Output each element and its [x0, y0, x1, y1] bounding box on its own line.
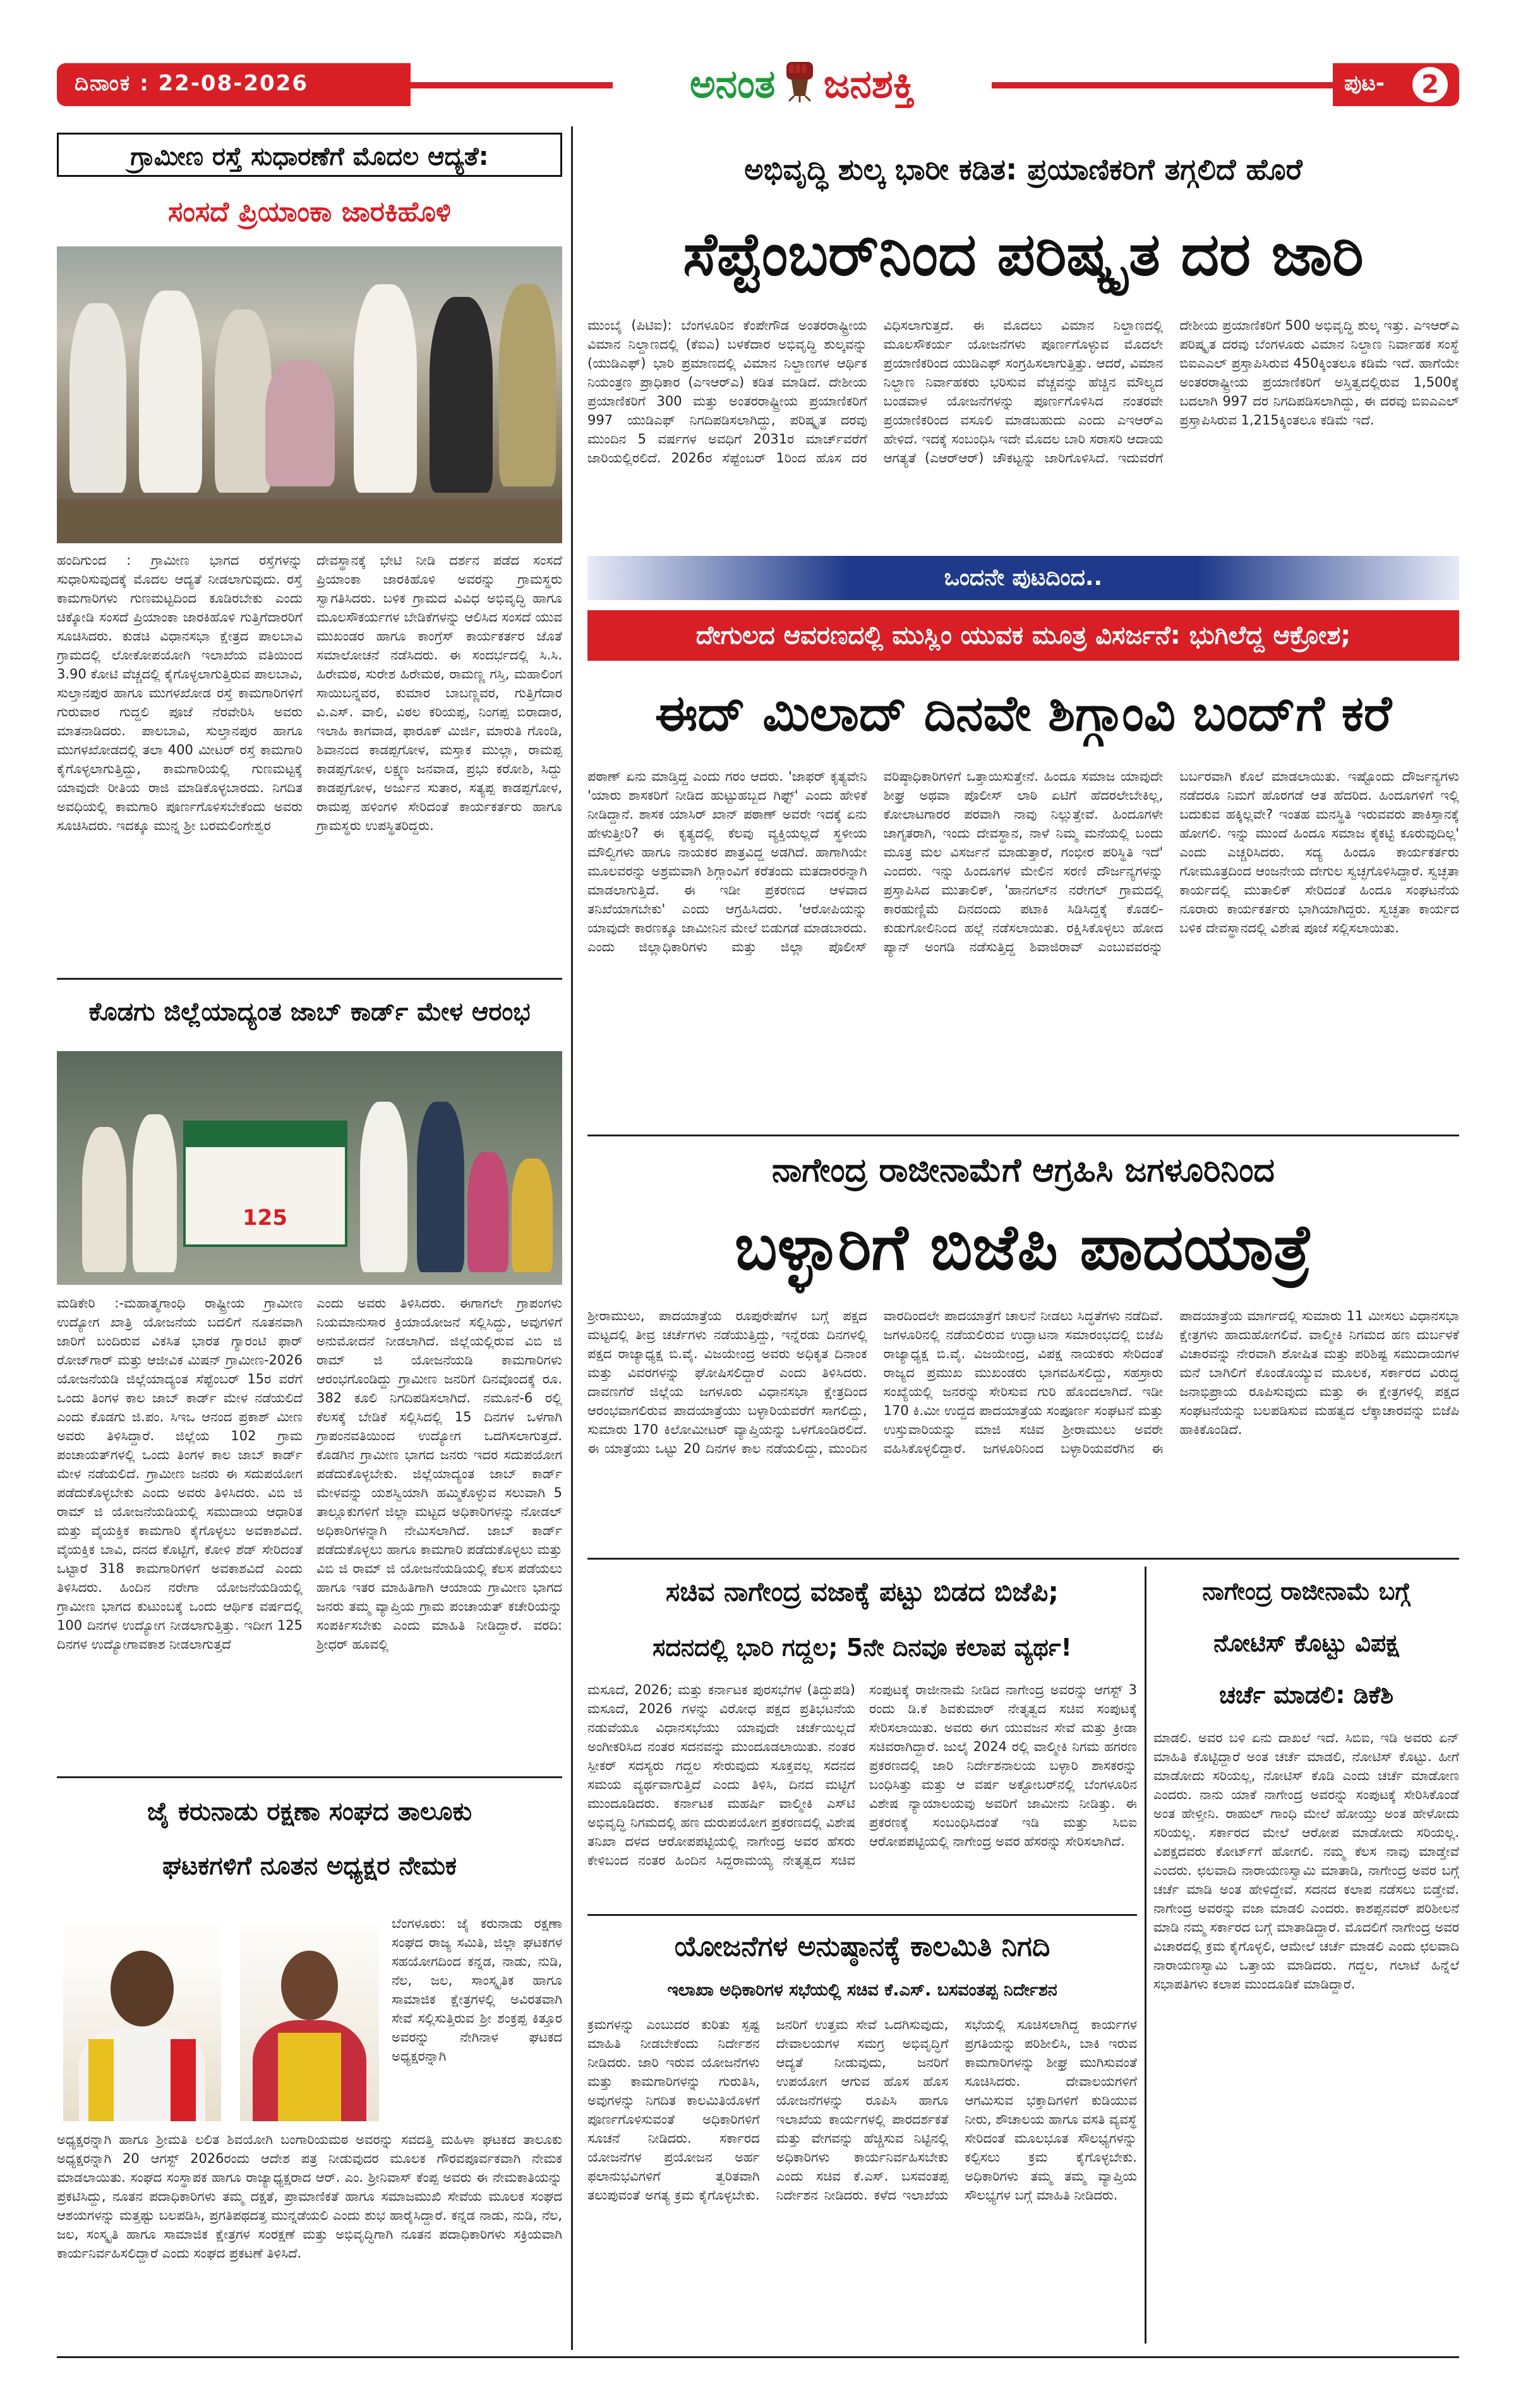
body-paragraph: ಮುಂಬೈ (ಪಿಟಿಐ): ಬೆಂಗಳೂರಿನ ಕೆಂಪೇಗೌಡ ಅಂತರರಾಷ್ಟ್ರೀಯ ವಿಮಾನ ನಿಲ್ದಾಣದಲ್ಲಿ (ಕೆಐಎ) ಬಳಕೆದಾರ ಅಭಿವೃದ್ಧಿ ಶುಲ್ಕವನ್ನು (ಯುಡಿಎಫ್) ಭಾರಿ ಪ್ರಮಾಣದಲ್ಲಿ ವಿಮಾನ ನಿಲ್ದಾಣಗಳ ಆರ್ಥಿಕ ನಿಯಂತ್ರಣ ಪ್ರಾಧಿಕಾರ (ಎಇಆರ್‌ಎ) ಕಡಿತ ಮಾಡಿದೆ. ದೇಶೀಯ ಪ್ರಯಾಣಿಕರಿಗೆ 300 ಮತ್ತು ಅಂತರರಾಷ್ಟ್ರೀಯ ಪ್ರಯಾಣಿಕರಿಗೆ 997 ಯುಡಿಎಫ್ ನಿಗದಿಪಡಿಸಲಾಗಿದ್ದು, ಪರಿಷ್ಕೃತ ದರವು ಮುಂದಿನ 5 ವರ್ಷಗಳ ಅವಧಿಗೆ 2031ರ ಮಾರ್ಚ್‌ವರೆಗೆ ಜಾರಿಯಲ್ಲಿರಲಿದೆ. 2026ರ ಸೆಪ್ಟೆಂಬರ್ 1ರಿಂದ ಹೊಸ ದರ ವಿಧಿಸಲಾಗುತ್ತದೆ. ಈ ಮೊದಲು ವಿಮಾನ ನಿಲ್ದಾಣದಲ್ಲಿ ಮೂಲಸೌಕರ್ಯ ಯೋಜನೆಗಳು ಪೂರ್ಣಗೊಳ್ಳುವ ಮೊದಲೇ ಪ್ರಯಾಣಿಕರಿಂದ ಯುಡಿಎಫ್ ಸಂಗ್ರಹಿಸಲಾಗುತ್ತಿತ್ತು. ಆದರೆ, ವಿಮಾನ ನಿಲ್ದಾಣ ನಿರ್ವಾಹಕರು ಭರಿಸುವ ವೆಚ್ಚವನ್ನು ಹೆಚ್ಚಿನ ಮೌಲ್ಯದ ಬಂಡವಾಳ ಯೋಜನೆಗಳನ್ನು ಪೂರ್ಣಗೊಳಿಸಿದ ನಂತರವೇ ಪ್ರಯಾಣಿಕರಿಂದ ವಸೂಲಿ ಮಾಡಬಹುದು ಎಂದು ಎಇಆರ್‌ಎ ಹೇಳಿದೆ. ಇದಕ್ಕೆ ಸಂಬಂಧಿಸಿ ಇದೇ ಮೊದಲ ಬಾರಿ ಸರಾಸರಿ ಆದಾಯ ಆಗತ್ಯತೆ (ಎಆರ್‌ಆರ್) ಚೌಕಟ್ಟನ್ನು ಜಾರಿಗೊಳಿಸಿದೆ. ಇದುವರೆಗೆ ದೇಶೀಯ ಪ್ರಯಾಣಿಕರಿಗೆ 500 ಅಭಿವೃದ್ಧಿ ಶುಲ್ಕ ಇತ್ತು. ಎಇಆರ್‌ಎ ಪರಿಷ್ಕೃತ ದರವು ಬೆಂಗಳೂರು ವಿಮಾನ ನಿಲ್ದಾಣ ನಿರ್ವಾಹಕ ಸಂಸ್ಥೆ ಬಿಐಎಎಲ್ ಪ್ರಸ್ತಾಪಿಸಿರುವ 450ಕ್ಕಿಂತಲೂ ಕಡಿಮೆ ಇದೆ. ಹಾಗೆಯೇ ಅಂತರರಾಷ್ಟ್ರೀಯ ಪ್ರಯಾಣಿಕರಿಗೆ ಅಸ್ತಿತ್ವದಲ್ಲಿರುವ 1,500ಕ್ಕೆ ಬದಲಾಗಿ 997 ದರ ನಿಗದಿಪಡಿಸಲಾಗಿದ್ದು, ಈ ದರವು ಬಿಐಎಎಲ್ ಪ್ರಸ್ತಾಪಿಸಿರುವ 1,215ಕ್ಕಿಂತಲೂ ಕಡಿಮೆ ಇದೆ.	[587, 318, 1459, 466]
portrait-head	[111, 1951, 174, 2026]
left-story1-headline: ಸಂಸದೆ ಪ್ರಿಯಾಂಕಾ ಜಾರಕಿಹೊಳಿ	[168, 196, 451, 228]
left-story2-body	[57, 1294, 562, 1767]
left-story3-headline-line2: ಘಟಕಗಳಿಗೆ ನೂತನ ಅಧ್ಯಕ್ಷರ ನೇಮಕ	[162, 1851, 457, 1881]
body-paragraph: ಪಠಾಣ್ ಏನು ಮಾಡ್ತಿದ್ದ ಎಂದು ಗರಂ ಆದರು. 'ಜಾಫರ್ ಕೃತ್ಯವೇನಿ 'ಯಾರು ಶಾಸಕರಿಗೆ ನೀಡಿದ ಹುಟ್ಟುಹಬ್ಬದ ಗಿಫ್ಟ್' ಎಂದು ಹೇಳಿಕೆ ನೀಡಿದ್ದಾನೆ. ಶಾಸಕ ಯಾಸಿರ್ ಖಾನ್ ಪಠಾಣ್ ಅವರೇ ಇದಕ್ಕೆ ಏನು ಹೇಳುತ್ತೀರಿ? ಈ ಕೃತ್ಯದಲ್ಲಿ ಕೆಲವು ವ್ಯಕ್ತಿಯಲ್ಲದೆ ಸ್ಥಳೀಯ ಮೌಲ್ವಿಗಳು ಹಾಗೂ ನಾಯಕರ ಪಾತ್ರವಿದ್ದ ಅಡಗಿದೆ. ಹಾಗಾಗಿಯೇ ಮೂಲವರನ್ನು ಅಶ್ರಮವಾಗಿ ಶಿಗ್ಗಾಂವಿಗೆ ಕರೆತಂದು ಮತದಾರರನ್ನಾಗಿ ಮಾಡಲಾಗುತ್ತಿದೆ. ಈ ಇಡೀ ಪ್ರಕರಣದ ಆಳವಾದ ತನಿಖೆಯಾಗಬೇಕು' ಎಂದು ಆಗ್ರಹಿಸಿದರು. 'ಆರೋಪಿಯನ್ನು ಯಾವುದೇ ಕಾರಣಕ್ಕೂ ಜಾಮೀನಿನ ಮೇಲೆ ಬಿಡುಗಡೆ ಮಾಡಬಾರದು. ಎಂದು ಜಿಲ್ಲಾಧಿಕಾರಿಗಳು ಮತ್ತು ಜಿಲ್ಲಾ ಪೊಲೀಸ್ ವರಿಷ್ಠಾಧಿಕಾರಿಗಳಿಗೆ ಒತ್ತಾಯಿಸುತ್ತೇನೆ. ಹಿಂದೂ ಸಮಾಜ ಯಾವುದೇ ಶೀಘ್ರ ಅಥವಾ ಪೊಲೀಸ್ ಲಾಠಿ ಏಟಿಗೆ ಹೆದರಲೇಬೇಕಿಲ್ಲ, ಕೋಲಾಟಗಾರರ ಪರವಾಗಿ ನಾವು ನಿಲ್ಲುತ್ತೇವೆ. ಹಿಂದೂಗಳೇ ಜಾಗೃತರಾಗಿ, ಇಂದು ದೇವಸ್ಥಾನ, ನಾಳೆ ನಿಮ್ಮ ಮನೆಯಲ್ಲಿ ಬಂದು ಮೂತ್ರ ಮಲ ವಿಸರ್ಜನೆ ಮಾಡುತ್ತಾರೆ, ಗಂಭೀರ ಪರಿಸ್ಥಿತಿ ಇದೆ' ಎಂದರು. ಇನ್ನು ಹಿಂದೂಗಳ ಮೇಲಿನ ಸರಣಿ ದೌರ್ಜನ್ಯಗಳನ್ನು ಪ್ರಸ್ತಾಪಿಸಿದ ಮುತಾಲಿಕ್, 'ಹಾನಗಲ್‌ನ ನರೇಗಲ್ ಗ್ರಾಮದಲ್ಲಿ ಕಾರಹುಣ್ಣಿಮೆ ದಿನದಂದು ಪಟಾಕಿ ಸಿಡಿಸಿದ್ದಕ್ಕೆ ಕೊಡಲಿ-ಕುಡುಗೋಲಿನಿಂದ ಹಲ್ಲೆ ನಡೆಸಲಾಯಿತು. ರಕ್ಷಿಸಿಕೊಳ್ಳಲು ಹೋದ ಪ್ಯಾನ್ ಅಂಗಡಿ ನಡೆಸುತ್ತಿದ್ದ ಶಿವಾಜಿರಾವ್ ಎಂಬುವವರನ್ನು ಬರ್ಬರವಾಗಿ ಕೊಲೆ ಮಾಡಲಾಯಿತು. ಇಷ್ಟೊಂದು ದೌರ್ಜನ್ಯಗಳು ನಡೆದರೂ ನಿಮಗೆ ಹೊರಗಡೆ ಆತ ಹೆದರಿದ. ಹಿಂದೂಗಳಿಗೆ ಇಲ್ಲಿ ಬದುಕುವ ಹಕ್ಕಿಲ್ಲವೇ? ಇಂತಹ ಮನಸ್ಥಿತಿ ಇರುವವರು ಪಾಕಿಸ್ತಾನಕ್ಕೆ ಹೋಗಲಿ. ಇನ್ನು ಮುಂದೆ ಹಿಂದೂ ಸಮಾಜ ಕೈಕಟ್ಟಿ ಕೂರುವುದಿಲ್ಲ' ಎಂದು ಎಚ್ಚರಿಸಿದರು. ಸದ್ಯ ಹಿಂದೂ ಕಾರ್ಯಕರ್ತರು ಗೋಮೂತ್ರದಿಂದ ಆಂಜನೇಯ ದೇಗುಲ ಸ್ವಚ್ಛಗೊಳಿಸಿದ್ದಾರೆ. ಸ್ವಚ್ಛತಾ ಕಾರ್ಯದಲ್ಲಿ ಮುತಾಲಿಕ್ ಸೇರಿದಂತೆ ಹಿಂದೂ ಸಂಘಟನೆಯ ನೂರಾರು ಕಾರ್ಯಕರ್ತರು ಭಾಗಿಯಾಗಿದ್ದರು. ಸ್ವಚ್ಛತಾ ಕಾರ್ಯದ ಬಳಿಕ ದೇವಸ್ಥಾನದಲ್ಲಿ ವಿಶೇಷ ಪೂಜೆ ಸಲ್ಲಿಸಲಾಯಿತು.	[587, 769, 1459, 954]
left-story2-headline: ಕೊಡಗು ಜಿಲ್ಲೆಯಾದ್ಯಂತ ಜಾಬ್ ಕಾರ್ಡ್ ಮೇಳ ಆರಂಭ	[88, 997, 531, 1026]
story-divider	[57, 1776, 562, 1778]
right-story3-body	[587, 1306, 1459, 1553]
photo-person	[499, 284, 556, 486]
left-story1-photo	[57, 246, 562, 543]
story-divider	[587, 1914, 1137, 1916]
body-paragraph: ದೇವಸ್ಥಾನಕ್ಕೆ ಭೇಟಿ ನೀಡಿ ದರ್ಶನ ಪಡೆದ ಸಂಸದೆ ಪ್ರಿಯಾಂಕಾ ಜಾರಕಿಹೊಳಿ ಅವರನ್ನು ಗ್ರಾಮಸ್ಥರು ಸ್ವಾಗತಿಸಿದರು. ಬಳಿಕ ಗ್ರಾಮದ ವಿವಿಧ ಅಭಿವೃದ್ಧಿ ಹಾಗೂ ಮೂಲಸೌಕರ್ಯಗಳ ಬೇಡಿಕೆಗಳನ್ನು ಆಲಿಸಿದ ಸಂಸದೆ ಯುವ ಮುಖಂಡರ ಹಾಗೂ ಕಾಂಗ್ರೆಸ್ ಕಾರ್ಯಕರ್ತರ ಜೊತೆ ಸಮಾಲೋಚನೆ ನಡೆಸಿದರು. ಈ ಸಂದರ್ಭದಲ್ಲಿ ಸಿ.ಸಿ. ಹಿರೇಮಠ, ಸುರೇಶ ಹಿರೇಮಠ, ರಾಮಣ್ಣ ಗಸ್ತಿ, ಮಹಾಲಿಂಗ ಸಾಯಿಬನ್ನವರ, ಕುಮಾರ ಬಾಬಣ್ಣವರ, ಗುತ್ತಿಗೆದಾರ ವಿ.ಎಸ್. ವಾಲಿ, ವಿಠಲ ಕರಿಯಪ್ಪ, ನಿಂಗಪ್ಪ ಬಿರಾದಾರ, ಇಲಾಹಿ ಕಾಗವಾಡ, ಫಾರೂಕ್ ಮಿರ್ಜಿ, ಮಾರುತಿ ಗೊಂಡಿ, ಶಿವಾನಂದ ಕಾಡಪ್ಪಗೋಳ, ಮಸ್ತಾಕ ಮುಲ್ಲಾ, ರಾಮಪ್ಪ ಕಾಡಪ್ಪಗೋಳ, ಲಕ್ಷ್ಮಣ ಜನವಾಡ, ಪ್ರಭು ಕರೋಶಿ, ಸಿದ್ದು ಕಾಡಪ್ಪಗೋಳ, ಅರ್ಜುನ ಸುತಾರ, ಸತ್ಯಪ್ಪ ಕಾಡಪ್ಪಗೋಳ, ರಾಮಪ್ಪ ಹಳಿಂಗಳಿ ಸೇರಿದಂತೆ ಕಾರ್ಯಕರ್ತರು ಹಾಗೂ ಗ್ರಾಮಸ್ಥರು ಉಪಸ್ಥಿತರಿದ್ದರು.	[316, 553, 562, 833]
page-number: 2	[1421, 70, 1439, 99]
body-paragraph: ಮಸೂದೆ, 2026; ಮತ್ತು ಕರ್ನಾಟಕ ಪುರಸಭೆಗಳ (ತಿದ್ದುಪಡಿ) ಮಸೂದೆ, 2026 ಗಳನ್ನು ವಿರೋಧ ಪಕ್ಷದ ಪ್ರತಿಭಟನೆಯ ನಡುವೆಯೂ ವಿಧಾನಸಭೆಯು ಯಾವುದೇ ಚರ್ಚೆಯಿಲ್ಲದೆ ಅಂಗೀಕರಿಸಿದ ನಂತರ ಸದನವನ್ನು ಮುಂದೂಡಲಾಯಿತು. ನಂತರ ಸ್ಪೀಕರ್ ಸದಸ್ಯರು ಗದ್ದಲ ಸೇರುವುದು ಸೂಕ್ತವಲ್ಲ ಸದನದ ಸಮಯ ವ್ಯರ್ಥವಾಗುತ್ತಿದೆ ಎಂದು ತಿಳಿಸಿ, ದಿನದ ಮಟ್ಟಿಗೆ ಮುಂದೂಡಿದರು. ಕರ್ನಾಟಕ ಮಹರ್ಷಿ ವಾಲ್ಮೀಕಿ ಎಸ್‌ಟಿ ಅಭಿವೃದ್ಧಿ ನಿಗಮದಲ್ಲಿ ಹಣ ದುರುಪಯೋಗ ಪ್ರಕರಣದಲ್ಲಿ ವಿಶೇಷ ತನಿಖಾ ದಳದ ಆರೋಪಪಟ್ಟಿಯಲ್ಲಿ ನಾಗೇಂದ್ರ ಅವರ ಹೆಸರು ಕೇಳಿಬಂದ ನಂತರ ಹಿಂದಿನ ಸಿದ್ದರಾಮಯ್ಯ ನೇತೃತ್ವದ ಸಚಿವ ಸಂಪುಟಕ್ಕೆ ರಾಜೀನಾಮೆ ನೀಡಿದ ನಾಗೇಂದ್ರ ಅವರನ್ನು ಆಗಸ್ಟ್ 3 ರಂದು ಡಿ.ಕೆ ಶಿವಕುಮಾರ್ ನೇತೃತ್ವದ ಸಚಿವ ಸಂಪುಟಕ್ಕೆ ಸೇರಿಸಲಾಯಿತು. ಅವರು ಈಗ ಯುವಜನ ಸೇವೆ ಮತ್ತು ಕ್ರೀಡಾ ಸಚಿವರಾಗಿದ್ದಾರೆ. ಜುಲೈ 2024 ರಲ್ಲಿ ವಾಲ್ಮೀಕಿ ನಿಗಮ ಹಗರಣ ಪ್ರಕರಣದಲ್ಲಿ ಜಾರಿ ನಿರ್ದೇಶನಾಲಯ ಬಳ್ಳಾರಿ ಶಾಸಕರನ್ನು ಬಂಧಿಸಿತ್ತು ಮತ್ತು ಆ ವರ್ಷ ಅಕ್ಟೋಬರ್‌ನಲ್ಲಿ ಬೆಂಗಳೂರಿನ ವಿಶೇಷ ನ್ಯಾಯಾಲಯವು ಅವರಿಗೆ ಜಾಮೀನು ನೀಡಿತ್ತು. ಈ ಪ್ರಕರಣಕ್ಕೆ ಸಂಬಂಧಿಸಿದಂತೆ ಇಡಿ ಮತ್ತು ಸಿಬಿಐ ಆರೋಪಪಟ್ಟಿಯಲ್ಲಿ ನಾಗೇಂದ್ರ ಅವರ ಹೆಸರನ್ನು ಸೇರಿಸಲಾಗಿದೆ.	[587, 1682, 1137, 1868]
portrait-shawl	[278, 2033, 341, 2121]
continued-label: ಒಂದನೇ ಪುಟದಿಂದ..	[944, 565, 1103, 591]
body-paragraph: ಹಂದಿಗುಂದ : ಗ್ರಾಮೀಣ ಭಾಗದ ರಸ್ತೆಗಳನ್ನು ಸುಧಾರಿಸುವುದಕ್ಕೆ ಮೊದಲ ಆದ್ಯತೆ ನೀಡಲಾಗುವುದು. ರಸ್ತೆ ಕಾಮಗಾರಿಗಳು ಗುಣಮಟ್ಟದಿಂದ ಕೂಡಿರಬೇಕು ಎಂದು ಚಿಕ್ಕೋಡಿ ಸಂಸದೆ ಪ್ರಿಯಾಂಕಾ ಜಾರಕಿಹೊಳಿ ಗುತ್ತಿಗೆದಾರರಿಗೆ ಸೂಚಿಸಿದರು. ಕುಡಚಿ ವಿಧಾನಸಭಾ ಕ್ಷೇತ್ರದ ಪಾಲಬಾವಿ ಗ್ರಾಮದಲ್ಲಿ ಲೋಕೋಪಯೋಗಿ ಇಲಾಖೆಯ ವತಿಯಿಂದ 3.90 ಕೋಟಿ ವೆಚ್ಚದಲ್ಲಿ ಕೈಗೊಳ್ಳಲಾಗುತ್ತಿರುವ ಪಾಲಬಾವಿ, ಸುಲ್ತಾನಪುರ ಹಾಗೂ ಮುಗಳಖೋಡ ರಸ್ತೆ ಕಾಮಗಾರಿಗಳಿಗೆ ಗುರುವಾರ ಗುದ್ದಲಿ ಪೂಜೆ ನೆರವೇರಿಸಿ ಅವರು ಮಾತನಾಡಿದರು. ಪಾಲಬಾವಿ, ಸುಲ್ತಾನಪುರ ಹಾಗೂ ಮುಗಳಖೋಡದಲ್ಲಿ ತಲಾ 400 ಮೀಟರ್ ರಸ್ತೆ ಕಾಮಗಾರಿ ಕೈಗೊಳ್ಳಲಾಗುತ್ತಿದ್ದು, ಕಾಮಗಾರಿಯಲ್ಲಿ ಗುಣಮಟ್ಟಕ್ಕೆ ಯಾವುದೇ ರೀತಿಯ ರಾಜಿ ಮಾಡಿಕೊಳ್ಳಬಾರದು. ನಿಗದಿತ ಅವಧಿಯಲ್ಲಿ ಕಾಮಗಾರಿ ಪೂರ್ಣಗೊಳಿಸಬೇಕೆಂದು ಅವರು ಸೂಚಿಸಿದರು. ಇದಕ್ಕೂ ಮುನ್ನ ಶ್ರೀ ಬರಮಲಿಂಗೇಶ್ವರ	[57, 553, 303, 833]
job-card-banner	[183, 1121, 347, 1247]
date-text: ದಿನಾಂಕ : 22-08-2026	[75, 71, 308, 96]
story-divider	[587, 1135, 1459, 1136]
photo-person	[354, 284, 417, 493]
date-banner	[57, 63, 411, 106]
right-story6-headline: ಯೋಜನೆಗಳ ಅನುಷ್ಠಾನಕ್ಕೆ ಕಾಲಮಿತಿ ನಿಗದಿ	[674, 1930, 1050, 1963]
body-paragraph: ಮಡಿಕೇರಿ :-ಮಹಾತ್ಮಗಾಂಧಿ ರಾಷ್ಟ್ರೀಯ ಗ್ರಾಮೀಣ ಉದ್ಯೋಗ ಖಾತ್ರಿ ಯೋಜನೆಯ ಬದಲಿಗೆ ನೂತನವಾಗಿ ಜಾರಿಗೆ ಬಂದಿರುವ ವಿಕಸಿತ ಭಾರತ ಗ್ಯಾರಂಟಿ ಫಾರ್ ರೋಜ್‌ಗಾರ್ ಮತ್ತು ಆಜೀವಿಕ ಮಿಷನ್ ಗ್ರಾಮೀಣ-2026 ಯೋಜನೆಯಡಿ ಜಿಲ್ಲೆಯಾದ್ಯಂತ ಸೆಪ್ಟೆಂಬರ್ 15ರ ವರೆಗೆ ಒಂದು ತಿಂಗಳ ಕಾಲ ಜಾಬ್ ಕಾರ್ಡ್ ಮೇಳ ನಡೆಯಲಿದೆ ಎಂದು ಕೊಡಗು ಜಿ.ಪಂ. ಸಿಇಒ ಆನಂದ ಪ್ರಕಾಶ್ ಮೀಣ ಅವರು ತಿಳಿಸಿದ್ದಾರೆ. ಜಿಲ್ಲೆಯ 102 ಗ್ರಾಮ ಪಂಚಾಯತ್‌ಗಳಲ್ಲಿ ಒಂದು ತಿಂಗಳ ಕಾಲ ಜಾಬ್ ಕಾರ್ಡ್ ಮೇಳ ನಡೆಯಲಿದೆ. ಗ್ರಾಮೀಣ ಜನರು ಈ ಸದುಪಯೋಗ ಪಡೆದುಕೊಳ್ಳಬೇಕು ಎಂದು ಅವರು ತಿಳಿಸಿದರು. ವಿಬಿ ಜಿ ರಾಮ್ ಜಿ ಯೋಜನೆಯಡಿಯಲ್ಲಿ ಸಮುದಾಯ ಆಧಾರಿತ ಮತ್ತು ವೈಯಕ್ತಿಕ ಕಾಮಗಾರಿ ಕೈಗೊಳ್ಳಲು ಅವಕಾಶವಿದೆ. ವೈಯಕ್ತಿಕ ಬಾವಿ, ದನದ ಕೊಟ್ಟಿಗೆ, ಕೋಳಿ ಶೆಡ್ ಸೇರಿದಂತೆ ಒಟ್ಟಾರೆ 318 ಕಾಮಗಾರಿಗಳಿಗೆ ಅವಕಾಶವಿದೆ ಎಂದು ತಿಳಿಸಿದರು. ಹಿಂದಿನ ನರೇಗಾ ಯೋಜನೆಯಡಿಯಲ್ಲಿ ಗ್ರಾಮೀಣ ಭಾಗದ ಕುಟುಂಬಕ್ಕೆ ಒಂದು ಆರ್ಥಿಕ ವರ್ಷದಲ್ಲಿ 100 ದಿನಗಳ ಉದ್ಯೋಗ ನೀಡಲಾಗುತ್ತಿತ್ತು. ಇದೀಗ 125 ದಿನಗಳ ಉದ್ಯೋಗಾವಕಾಶ ನೀಡಲಾಗುತ್ತದೆ	[57, 1296, 303, 1652]
left-story3-portrait-woman	[240, 1925, 379, 2121]
photo-ground	[57, 499, 562, 543]
photo-person	[265, 360, 335, 486]
left-story3-body: ಅಧ್ಯಕ್ಷರನ್ನಾಗಿ ಹಾಗೂ ಶ್ರೀಮತಿ ಲಲಿತ ಶಿವಯೋಗಿ ಬಂಗಾರಿಯಮಠ ಅವರನ್ನು ಸವದತ್ತಿ ಮಹಿಳಾ ಘಟಕದ ತಾಲೂಕು ಅಧ್ಯಕ್ಷರನ್ನಾಗಿ 20 ಆಗಸ್ಟ್ 2026ರಂದು ಆದೇಶ ಪತ್ರ ನೀಡುವುದರ ಮೂಲಕ ಗೌರವಪೂರ್ವಕವಾಗಿ ನೇಮಕ ಮಾಡಲಾಯಿತು. ಸಂಘದ ಸಂಸ್ಥಾಪಕ ಹಾಗೂ ರಾಜ್ಯಾಧ್ಯಕ್ಷರಾದ ಆರ್. ಎಂ. ಶ್ರೀನಿವಾಸ್ ಕೆಂಪ್ಪ ಅವರು ಈ ನೇಮಕಾತಿಯನ್ನು ಪ್ರಕಟಿಸಿದ್ದು, ನೂತನ ಪದಾಧಿಕಾರಿಗಳು ತಮ್ಮ ದಕ್ಷತೆ, ಪ್ರಾಮಾಣಿಕತೆ ಹಾಗೂ ಸಮಾಜಮುಖಿ ಸೇವೆಯ ಮೂಲಕ ಸಂಘದ ಆಶಯಗಳನ್ನು ಮತ್ತಷ್ಟು ಬಲಪಡಿಸಿ, ಪ್ರಗತಿಪಥದತ್ತ ಮುನ್ನಡೆಯಲಿ ಎಂದು ಶುಭ ಹಾರೈಸಿದ್ದಾರೆ. ಕನ್ನಡ ನಾಡು, ನುಡಿ, ನೆಲ, ಜಲ, ಸಂಸ್ಕೃತಿ ಹಾಗೂ ಸಾಮಾಜಿಕ ಕ್ಷೇತ್ರಗಳ ಸಂರಕ್ಷಣೆ ಮತ್ತು ಅಭಿವೃದ್ಧಿಗಾಗಿ ನೂತನ ಪದಾಧಿಕಾರಿಗಳು ಸಕ್ರಿಯವಾಗಿ ಕಾರ್ಯನಿರ್ವಹಿಸಲಿದ್ದಾರೆ ಎಂದು ಸಂಘದ ಪ್ರಕಟಣೆ ತಿಳಿಸಿದೆ.	[57, 2132, 562, 2261]
column-divider	[571, 126, 573, 2350]
right-story4-headline-line1: ಸಚಿವ ನಾಗೇಂದ್ರ ವಜಾಕ್ಕೆ ಪಟ್ಟು ಬಿಡದ ಬಿಜೆಪಿ;	[665, 1576, 1059, 1607]
photo-person	[467, 1152, 508, 1272]
story-divider	[587, 1558, 1459, 1560]
photo-person	[360, 1102, 407, 1272]
photo-person	[139, 291, 202, 493]
photo-person	[430, 297, 493, 493]
banner-number: 125	[243, 1205, 287, 1231]
right-story6-subhead: ಇಲಾಖಾ ಅಧಿಕಾರಿಗಳ ಸಭೆಯಲ್ಲಿ ಸಚಿವ ಕೆ.ಎಸ್. ಬಸವಂತಪ್ಪ ನಿರ್ದೇಶನ	[667, 1980, 1057, 2000]
right-story4-headline-line2: ಸದನದಲ್ಲಿ ಭಾರಿ ಗದ್ದಲ; 5ನೇ ದಿನವೂ ಕಲಾಪ ವ್ಯರ್ಥ!	[653, 1634, 1072, 1661]
right-story1-headline: ಸೆಪ್ಟೆಂಬರ್‌ನಿಂದ ಪರಿಷ್ಕೃತ ದರ ಜಾರಿ	[683, 220, 1364, 289]
right-story2-headline: ಈದ್ ಮಿಲಾದ್ ದಿನವೇ ಶಿಗ್ಗಾಂವಿ ಬಂದ್‌ಗೆ ಕರೆ	[654, 685, 1392, 742]
photo-person	[512, 1159, 553, 1272]
right-story5-headline-line1: ನಾಗೇಂದ್ರ ರಾಜೀನಾಮೆ ಬಗ್ಗೆ	[1202, 1577, 1411, 1605]
right-story1-kicker: ಅಭಿವೃದ್ಧಿ ಶುಲ್ಕ ಭಾರೀ ಕಡಿತ: ಪ್ರಯಾಣಿಕರಿಗೆ ತಗ್ಗಲಿದೆ ಹೊರೆ	[744, 152, 1302, 186]
left-story3-headline-line1: ಜೈ ಕರುನಾಡು ರಕ್ಷಣಾ ಸಂಘದ ತಾಲೂಕು	[147, 1797, 472, 1826]
body-paragraph: ಎಂದು ಅವರು ತಿಳಿಸಿದರು. ಈಗಾಗಲೇ ಗ್ರಾಪಂಗಳು ನಿಯಮಾನುಸಾರ ಕ್ರಿಯಾಯೋಜನೆ ಸಲ್ಲಿಸಿದ್ದು, ಅವುಗಳಿಗೆ ಅನುಮೋದನೆ ನೀಡಲಾಗಿದೆ. ಜಿಲ್ಲೆಯಲ್ಲಿರುವ ವಿಬಿ ಜಿ ರಾಮ್ ಜಿ ಯೋಜನೆಯಡಿ ಕಾಮಗಾರಿಗಳು ಆರಂಭಗೊಂಡಿದ್ದು ಗ್ರಾಮೀಣ ಜನರಿಗೆ ದಿನವೊಂದಕ್ಕೆ ರೂ. 382 ಕೂಲಿ ನಿಗದಿಪಡಿಸಲಾಗಿದೆ. ನಮೂನೆ-6 ರಲ್ಲಿ ಕೆಲಸಕ್ಕೆ ಬೇಡಿಕೆ ಸಲ್ಲಿಸಿದಲ್ಲಿ 15 ದಿನಗಳ ಒಳಗಾಗಿ ಗ್ರಾಪಂನವತಿಯಿಂದ ಉದ್ಯೋಗ ಒದಗಿಸಲಾಗುತ್ತದೆ. ಕೊಡಗಿನ ಗ್ರಾಮೀಣ ಭಾಗದ ಜನರು ಇದರ ಸದುಪಯೋಗ ಪಡೆದುಕೊಳ್ಳಬೇಕು. ಜಿಲ್ಲೆಯಾದ್ಯಂತ ಜಾಬ್ ಕಾರ್ಡ್ ಮೇಳವನ್ನು ಯಶಸ್ವಿಯಾಗಿ ಹಮ್ಮಿಕೊಳ್ಳುವ ಸಲುವಾಗಿ 5 ತಾಲ್ಲೂಕುಗಳಿಗೆ ಜಿಲ್ಲಾ ಮಟ್ಟದ ಅಧಿಕಾರಿಗಳನ್ನು ನೋಡಲ್ ಅಧಿಕಾರಿಗಳನ್ನಾಗಿ ನೇಮಿಸಲಾಗಿದೆ. ಜಾಬ್ ಕಾರ್ಡ್ ಪಡೆದುಕೊಳ್ಳಲು ಹಾಗೂ ಕಾಮಗಾರಿ ಪಡೆದುಕೊಳ್ಳಲು ಮತ್ತು ವಿಬಿ ಜಿ ರಾಮ್ ಜಿ ಯೋಜನೆಯಡಿಯಲ್ಲಿ ಕೆಲಸ ಪಡೆಯಲು ಹಾಗೂ ಇತರ ಮಾಹಿತಿಗಾಗಿ ಆಯಾಯ ಗ್ರಾಮೀಣ ಭಾಗದ ಜನರು ತಮ್ಮ ವ್ಯಾಪ್ತಿಯ ಗ್ರಾಮ ಪಂಚಾಯತ್ ಕಚೇರಿಯನ್ನು ಸಂಪರ್ಕಿಸಬೇಕು ಎಂದು ಮಾಹಿತಿ ನೀಡಿದ್ದಾರೆ. ವರದಿ: ಶ್ರೀಧರ್ ಹೂವಲ್ಲಿ	[316, 1296, 562, 1652]
banner-header	[186, 1123, 345, 1147]
portrait-shawl	[88, 2039, 114, 2121]
left-story2-photo	[57, 1051, 562, 1285]
masthead-line-right	[992, 82, 1333, 88]
right-story1-body	[587, 316, 1459, 543]
left-story1-kicker: ಗ್ರಾಮೀಣ ರಸ್ತೆ ಸುಧಾರಣೆಗೆ ಮೊದಲ ಆದ್ಯತೆ:	[57, 133, 562, 177]
right-story5-body: ಮಾಡಲಿ. ಅವರ ಬಳಿ ಏನು ದಾಖಲೆ ಇದೆ. ಸಿಬಿಐ, ಇಡಿ ಅವರು ಏನ್ ಮಾಹಿತಿ ಕೊಟ್ಟಿದ್ದಾರೆ ಅಂತ ಚರ್ಚೆ ಮಾಡಲಿ, ನೋಟಿಸ್ ಕೊಟ್ಟು. ಹೀಗೆ ಮಾಡೋದು ಸರಿಯಲ್ಲ, ನೋಟಿಸ್ ಕೊಡಿ ಎಂದು ಚರ್ಚೆ ಮಾಡೋಣ ಎಂದರು. ನಾನು ಯಾಕೆ ನಾಗೇಂದ್ರ ಅವರನ್ನು ಸಂಪುಟಕ್ಕೆ ಸೇರಿಸಿಕೊಂಡೆ ಅಂತ ಹೇಳ್ತೀನಿ. ರಾಹುಲ್ ಗಾಂಧಿ ಮೇಲೆ ಹೋಯ್ತು ಅಂತ ಹೇಳೋದು ಸರಿಯಲ್ಲ. ಸರ್ಕಾರದ ಮೇಲೆ ಆರೋಪ ಮಾಡೋದು ಸರಿಯಲ್ಲ. ವಿಪಕ್ಷದವರು ಕೋರ್ಟ್‌ಗೆ ಹೋಗಲಿ. ನಮ್ಮ ಕೆಲಸ ನಾವು ಮಾಡ್ತೇವೆ ಎಂದರು. ಛಲವಾದಿ ನಾರಾಯಣಸ್ವಾಮಿ ಮಾತಾಡಿ, ನಾಗೇಂದ್ರ ಅವರ ಬಗ್ಗೆ ಚರ್ಚೆ ಮಾಡಿ ಅಂತ ಹೇಳಿದ್ದೇವೆ. ಸದನದ ಕಲಾಪ ನಡೆಸಲು ಬಿಡ್ತೇವೆ. ನಾಗೇಂದ್ರ ಅವರನ್ನು ವಜಾ ಮಾಡಲಿ ಎಂದರು. ಕಾಶಪ್ಪನವರ್ ಪರಿಶೀಲನೆ ಮಾಡಿ ನಮ್ಮ ಸರ್ಕಾರದ ಬಗ್ಗೆ ಮಾತಾಡಿದ್ದಾರೆ. ಮೊದಲಿಗೆ ನಾಗೇಂದ್ರ ಅವರ ವಿಚಾರದಲ್ಲಿ ಕ್ರಮ ಕೈಗೊಳ್ಳಲಿ, ಆಮೇಲೆ ಚರ್ಚೆ ಮಾಡಲಿ ಎಂದು ಛಲವಾದಿ ನಾರಾಯಣಸ್ವಾಮಿ ಒತ್ತಾಯ ಮಾಡಿದರು. ಗದ್ದಲ, ಗಲಾಟೆ ಹಿನ್ನೆಲೆ ಸಭಾಪತಿಗಳು ಕಲಾಪ ಮುಂದೂಡಿಕೆ ಮಾಡಿದ್ದಾರೆ.	[1153, 1730, 1459, 1992]
portrait-head	[281, 1951, 338, 2020]
right-story2-kicker: ದೇಗುಲದ ಆವರಣದಲ್ಲಿ ಮುಸ್ಲಿಂ ಯುವಕ ಮೂತ್ರ ವಿಸರ್ಜನೆ: ಭುಗಿಲೆದ್ದ ಆಕ್ರೋಶ;	[695, 621, 1351, 650]
logo-right-text: ಜನಶಕ್ತಿ	[823, 61, 915, 107]
photo-person	[417, 1102, 464, 1272]
body-paragraph: ಶ್ರೀರಾಮುಲು, ಪಾದಯಾತ್ರೆಯ ರೂಪುರೇಷೆಗಳ ಬಗ್ಗೆ ಪಕ್ಷದ ಮಟ್ಟದಲ್ಲಿ ತೀವ್ರ ಚರ್ಚೆಗಳು ನಡೆಯುತ್ತಿದ್ದು, ಇನ್ನೆರಡು ದಿನಗಳಲ್ಲಿ ಪಕ್ಷದ ರಾಜ್ಯಾಧ್ಯಕ್ಷ ಬಿ.ವೈ. ವಿಜಯೇಂದ್ರ ಅವರು ಅಧಿಕೃತ ದಿನಾಂಕ ಮತ್ತು ವಿವರಗಳನ್ನು ಘೋಷಿಸಲಿದ್ದಾರೆ ಎಂದು ತಿಳಿಸಿದರು. ದಾವಣಗೆರೆ ಜಿಲ್ಲೆಯ ಜಗಳೂರು ವಿಧಾನಸಭಾ ಕ್ಷೇತ್ರದಿಂದ ಆರಂಭವಾಗಲಿರುವ ಪಾದಯಾತ್ರೆಯು ಬಳ್ಳಾರಿಯವರೆಗೆ ಸಾಗಲಿದ್ದು, ಸುಮಾರು 170 ಕಿಲೋಮೀಟರ್ ವ್ಯಾಪ್ತಿಯನ್ನು ಒಳಗೊಂಡಿರಲಿದೆ. ಈ ಯಾತ್ರೆಯು ಒಟ್ಟು 20 ದಿನಗಳ ಕಾಲ ನಡೆಯಲಿದ್ದು, ಮುಂದಿನ ವಾರದಿಂದಲೇ ಪಾದಯಾತ್ರೆಗೆ ಚಾಲನೆ ನೀಡಲು ಸಿದ್ಧತೆಗಳು ನಡೆದಿವೆ. ಜಗಳೂರಿನಲ್ಲಿ ನಡೆಯಲಿರುವ ಉದ್ಘಾಟನಾ ಸಮಾರಂಭದಲ್ಲಿ ಬಿಜೆಪಿ ರಾಜ್ಯಾಧ್ಯಕ್ಷ ಬಿ.ವೈ. ವಿಜಯೇಂದ್ರ, ವಿಪಕ್ಷ ನಾಯಕರು ಸೇರಿದಂತೆ ರಾಜ್ಯದ ಪ್ರಮುಖ ಮುಖಂಡರು ಭಾಗವಹಿಸಲಿದ್ದು, ಸಹಸ್ರಾರು ಸಂಖ್ಯೆಯಲ್ಲಿ ಜನರನ್ನು ಸೇರಿಸುವ ಗುರಿ ಹೊಂದಲಾಗಿದೆ. ಇಡೀ 170 ಕಿ.ಮೀ ಉದ್ದದ ಪಾದಯಾತ್ರೆಯ ಸಂಪೂರ್ಣ ಸಂಘಟನೆ ಮತ್ತು ಉಸ್ತುವಾರಿಯನ್ನು ಮಾಜಿ ಸಚಿವ ಶ್ರೀರಾಮುಲು ಅವರೇ ವಹಿಸಿಕೊಳ್ಳಲಿದ್ದಾರೆ. ಜಗಳೂರಿನಿಂದ ಬಳ್ಳಾರಿಯವರೆಗಿನ ಈ ಪಾದಯಾತ್ರೆಯ ಮಾರ್ಗದಲ್ಲಿ ಸುಮಾರು 11 ಮೀಸಲು ವಿಧಾನಸಭಾ ಕ್ಷೇತ್ರಗಳು ಹಾದುಹೋಗಲಿವೆ. ವಾಲ್ಮೀಕಿ ನಿಗಮದ ಹಣ ದುರ್ಬಳಕೆ ವಿಚಾರವನ್ನು ನೇರವಾಗಿ ಶೋಷಿತ ಮತ್ತು ಪರಿಶಿಷ್ಟ ಸಮುದಾಯಗಳ ಮನೆ ಬಾಗಿಲಿಗೆ ಕೊಂಡೊಯ್ಯುವ ಮೂಲಕ, ಸರ್ಕಾರದ ವಿರುದ್ಧ ಜನಾಭಿಪ್ರಾಯ ರೂಪಿಸುವುದು ಮತ್ತು ಈ ಕ್ಷೇತ್ರಗಳಲ್ಲಿ ಪಕ್ಷದ ಸಂಘಟನೆಯನ್ನು ಬಲಪಡಿಸುವ ಮಹತ್ವದ ಲೆಕ್ಕಾಚಾರವನ್ನು ಬಿಜೆಪಿ ಹಾಕಿಕೊಂಡಿದೆ.	[587, 1308, 1459, 1456]
logo-left-text: ಅನಂತ	[689, 61, 776, 107]
page-number-circle	[1412, 67, 1448, 102]
story-divider	[57, 978, 562, 980]
page-number-badge	[1333, 63, 1459, 106]
right-story5-headline-line3: ಚರ್ಚೆ ಮಾಡಲಿ: ಡಿಕೆಶಿ	[1218, 1681, 1394, 1709]
photo-person	[69, 303, 126, 493]
fist-icon	[783, 58, 817, 102]
right-story4-body	[587, 1680, 1137, 1908]
logo	[613, 58, 992, 114]
masthead-line-left	[411, 82, 613, 88]
body-paragraph: ಕ್ರಮಗಳನ್ನು ಎಂಬುದರ ಕುರಿತು ಸ್ಪಷ್ಟ ಮಾಹಿತಿ ನೀಡಬೇಕೆಂದು ನಿರ್ದೇಶನ ನೀಡಿದರು. ಜಾರಿ ಇರುವ ಯೋಜನೆಗಳು ಮತ್ತು ಕಾಮಗಾರಿಗಳನ್ನು ಗುರುತಿಸಿ, ಅವುಗಳನ್ನು ನಿಗದಿತ ಕಾಲಮಿತಿಯೊಳಗೆ ಪೂರ್ಣಗೊಳಿಸುವಂತೆ ಅಧಿಕಾರಿಗಳಿಗೆ ಸೂಚನೆ ನೀಡಿದರು. ಸರ್ಕಾರದ ಯೋಜನೆಗಳ ಪ್ರಯೋಜನ ಅರ್ಹ ಫಲಾನುಭವಿಗಳಿಗೆ ತ್ವರಿತವಾಗಿ ತಲುಪುವಂತೆ ಅಗತ್ಯ ಕ್ರಮ ಕೈಗೊಳ್ಳಬೇಕು. ಜನರಿಗೆ ಉತ್ತಮ ಸೇವೆ ಒದಗಿಸುವುದು, ದೇವಾಲಯಗಳ ಸಮಗ್ರ ಅಭಿವೃದ್ಧಿಗೆ ಆದ್ಯತೆ ನೀಡುವುದು, ಜನರಿಗೆ ಉಪಯೋಗ ಆಗುವ ಹೊಸ ಹೊಸ ಯೋಜನೆಗಳನ್ನು ರೂಪಿಸಿ ಹಾಗೂ ಇಲಾಖೆಯ ಕಾರ್ಯಗಳಲ್ಲಿ ಪಾರದರ್ಶಕತೆ ಮತ್ತು ವೇಗವನ್ನು ಹೆಚ್ಚಿಸುವ ನಿಟ್ಟಿನಲ್ಲಿ ಅಧಿಕಾರಿಗಳು ಕಾರ್ಯನಿರ್ವಹಿಸಬೇಕು ಎಂದು ಸಚಿವ ಕೆ.ಎಸ್. ಬಸವಂತಪ್ಪ ನಿರ್ದೇಶನ ನೀಡಿದರು. ಕಳೆದ ಇಲಾಖೆಯ ಸಭೆಯಲ್ಲಿ ಸೂಚಿಸಲಾಗಿದ್ದ ಕಾರ್ಯಗಳ ಪ್ರಗತಿಯನ್ನು ಪರಿಶೀಲಿಸಿ, ಬಾಕಿ ಇರುವ ಕಾಮಗಾರಿಗಳನ್ನು ಶೀಘ್ರ ಮುಗಿಸುವಂತೆ ಸೂಚಿಸಿದರು. ದೇವಾಲಯಗಳಿಗೆ ಆಗಮಿಸುವ ಭಕ್ತಾದಿಗಳಿಗೆ ಕುಡಿಯುವ ನೀರು, ಶೌಚಾಲಯ ಹಾಗೂ ವಸತಿ ವ್ಯವಸ್ಥೆ ಸೇರಿದಂತೆ ಮೂಲಭೂತ ಸೌಲಭ್ಯಗಳನ್ನು ಕಲ್ಪಿಸಲು ಕ್ರಮ ಕೈಗೊಳ್ಳಬೇಕು. ಅಧಿಕಾರಿಗಳು ತಮ್ಮ ತಮ್ಮ ವ್ಯಾಪ್ತಿಯ ಸೌಲಭ್ಯಗಳ ಬಗ್ಗೆ ಮಾಹಿತಿ ನೀಡಿದರು.	[587, 2017, 1137, 2203]
left-story3-side-text: ಬೆಂಗಳೂರು: ಜೈ ಕರುನಾಡು ರಕ್ಷಣಾ ಸಂಘದ ರಾಜ್ಯ ಸಮಿತಿ, ಜಿಲ್ಲಾ ಘಟಕಗಳ ಸಹಯೋಗದಿಂದ ಕನ್ನಡ, ನಾಡು, ನುಡಿ, ನೆಲ, ಜಲ, ಸಾಂಸ್ಕೃತಿಕ ಹಾಗೂ ಸಾಮಾಜಿಕ ಕ್ಷೇತ್ರಗಳಲ್ಲಿ ಅವಿರತವಾಗಿ ಸೇವೆ ಸಲ್ಲಿಸುತ್ತಿರುವ ಶ್ರೀ ಶಂಕ್ರಪ್ಪ ಕಿತ್ತೂರ ಅವರನ್ನು ನೇಗಿನಾಳ ಘಟಕದ ಅಧ್ಯಕ್ಷರನ್ನಾಗಿ	[392, 1916, 562, 2064]
left-story3-portrait-man	[63, 1925, 221, 2121]
portrait-shawl	[171, 2039, 196, 2121]
left-story1-body	[57, 551, 562, 968]
column-divider	[1145, 1567, 1146, 2344]
right-story5-headline-line2: ನೋಟಿಸ್ ಕೊಟ್ಟು ವಿಪಕ್ಷ	[1213, 1629, 1399, 1657]
right-story3-kicker: ನಾಗೇಂದ್ರ ರಾಜೀನಾಮೆಗೆ ಆಗ್ರಹಿಸಿ ಜಗಳೂರಿನಿಂದ	[772, 1152, 1275, 1189]
masthead	[57, 58, 1459, 114]
right-story2-kicker-bar	[587, 610, 1459, 661]
right-story2-body	[587, 767, 1459, 1127]
photo-person	[82, 1127, 126, 1272]
continued-from-page-one-bar	[587, 556, 1459, 600]
photo-person	[133, 1114, 177, 1272]
right-story3-headline: ಬಳ್ಳಾರಿಗೆ ಬಿಜೆಪಿ ಪಾದಯಾತ್ರೆ	[734, 1210, 1313, 1284]
photo-person	[215, 310, 272, 493]
page-bottom-rule	[57, 2356, 1459, 2358]
page-label: ಪುಟ-	[1344, 71, 1385, 96]
right-story6-body	[587, 2015, 1137, 2344]
